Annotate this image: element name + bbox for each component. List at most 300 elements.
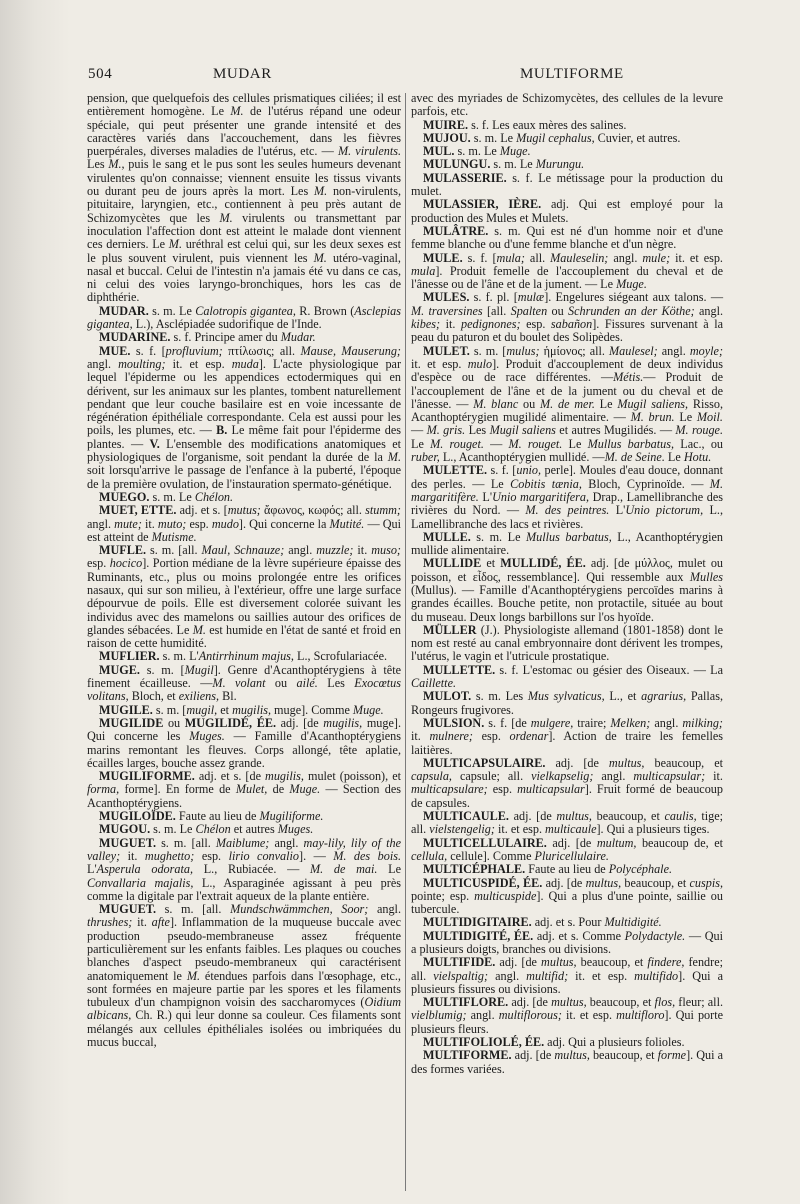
dictionary-entry: [87, 305, 401, 332]
italic-text: Maiblume;: [215, 835, 270, 850]
text-run: adj. [de: [495, 955, 542, 970]
italic-text: Murungu.: [535, 157, 585, 172]
continued-entry: [87, 92, 401, 305]
italic-text: M.: [168, 237, 182, 252]
text-run: forme]. En forme de: [119, 782, 236, 797]
page-number: 504: [88, 66, 113, 82]
italic-text: M. gris.: [426, 423, 466, 438]
headword: MULTIFOLIOLÉ, ÉE.: [423, 1035, 545, 1050]
italic-text: mula: [411, 263, 436, 278]
text-run: L': [609, 503, 626, 518]
text-run: Pallas, Rongeurs frugivores.: [411, 689, 723, 717]
text-run: L., Scrofulariacée.: [293, 649, 388, 664]
left-guide-word: MUDAR: [213, 66, 272, 82]
italic-text: M. virulents.: [337, 144, 401, 159]
dictionary-entry: [411, 664, 723, 691]
italic-text: vielkapselig;: [531, 769, 594, 784]
dictionary-entry: [411, 996, 723, 1036]
italic-text: cuspis,: [689, 875, 723, 890]
text-run: angl.: [694, 303, 724, 318]
text-run: s. f. [de: [484, 715, 531, 730]
italic-text: Schrunden an der Köthe;: [568, 303, 695, 318]
headword: MULE.: [423, 250, 463, 265]
headword: MUFLIER.: [99, 649, 160, 664]
text-run: s. m. Le: [150, 822, 196, 837]
italic-text: capsula,: [411, 769, 452, 784]
text-run: adj. Qui est employé pour la production des Mules et Mulets.: [411, 197, 723, 225]
italic-text: M.,: [108, 157, 125, 172]
dictionary-entry: [411, 863, 723, 876]
text-run: it. et esp.: [561, 1008, 617, 1023]
text-run: esp.: [194, 848, 229, 863]
italic-text: multus,: [541, 955, 577, 970]
headword: MUGILIFORME.: [99, 769, 195, 784]
text-run: angl.: [269, 835, 304, 850]
dictionary-entry: [411, 198, 723, 225]
text-run: Les: [87, 157, 109, 172]
text-run: fendre; all.: [411, 955, 724, 983]
text-run: —: [483, 436, 509, 451]
italic-text: Muges.: [189, 729, 225, 744]
italic-text: M. rouget.: [508, 436, 563, 451]
text-run: ]. Qui porte plusieurs fleurs.: [411, 1008, 723, 1036]
dictionary-entry: [87, 823, 401, 836]
italic-text: lirio convalio: [228, 848, 300, 863]
italic-text: Mulet,: [235, 782, 268, 797]
text-run: Faute au lieu de: [175, 809, 260, 824]
italic-text: ordenar: [509, 729, 549, 744]
italic-text: multicapsular: [517, 782, 585, 797]
italic-text: mulgere,: [530, 715, 574, 730]
text-run: utéro-vaginal, nasal et buccal. Celui de l'intestin n'a jamais été vu dans ce cas, ni celui des voies laryngo-bronchiques, hors les cas de diphthérie.: [87, 250, 401, 305]
italic-text: muda: [231, 356, 259, 371]
italic-text: Muge.: [499, 144, 531, 159]
italic-text: mughetto;: [144, 848, 195, 863]
italic-text: M. de mai.: [309, 862, 378, 877]
headword: MUEGO.: [99, 489, 150, 504]
italic-text: Caillette.: [411, 676, 457, 691]
text-run: ]. Action de traire les femelles laitières.: [411, 729, 723, 757]
italic-text: pedignones;: [460, 317, 521, 332]
text-run: it.: [120, 848, 145, 863]
headword: MULETTE.: [423, 463, 487, 478]
italic-text: multus,: [585, 875, 622, 890]
italic-text: multifido: [634, 968, 679, 983]
dictionary-entry: [411, 837, 723, 864]
text-run: ou: [265, 676, 297, 691]
bold-text: B.: [216, 423, 228, 438]
italic-text: Mugil cephalus,: [516, 130, 595, 145]
italic-text: M. blanc: [473, 396, 519, 411]
text-run: s. f. Le métissage pour la production du mulet.: [411, 170, 723, 199]
headword: MUL.: [423, 144, 455, 159]
dictionary-entry: [411, 145, 723, 158]
text-run: it.: [705, 769, 723, 784]
italic-text: multicuspide: [474, 888, 537, 903]
text-run: angl.: [87, 356, 119, 371]
italic-text: M.: [313, 250, 327, 265]
italic-text: multus,: [554, 1048, 590, 1063]
text-run: angl.: [488, 968, 527, 983]
italic-text: mule;: [642, 250, 671, 265]
text-run: angl.: [608, 250, 643, 265]
headword: MULTIFORME.: [423, 1048, 512, 1063]
text-run: beaucoup, et: [589, 1048, 658, 1063]
text-run: L., Rubiacée. —: [193, 862, 310, 877]
dictionary-entry: [87, 903, 401, 1049]
text-run: Bl.: [219, 689, 237, 704]
italic-text: Muges.: [277, 822, 314, 837]
dictionary-entry: [87, 345, 401, 491]
text-run: et autres: [230, 822, 278, 837]
italic-text: moulting;: [118, 356, 166, 371]
dictionary-entry: [87, 704, 401, 717]
right-guide-word: MULTIFORME: [520, 66, 624, 82]
headword: MULTIFIDE.: [423, 955, 496, 970]
text-run: Le: [664, 450, 684, 465]
headword: MUET, ETTE.: [99, 503, 177, 518]
text-run: ]. Qui a des formes variées.: [411, 1048, 724, 1076]
italic-text: mugil,: [186, 702, 218, 717]
dictionary-entry: [411, 158, 723, 171]
headword: MUFLE.: [99, 543, 147, 558]
italic-text: profluvium;: [165, 343, 223, 358]
text-run: ]. Fissures survenant à la peau du paturon et du boulet des Solipèdes.: [411, 317, 723, 345]
text-run: mulet (poisson), et: [303, 769, 401, 784]
text-run: angl.: [650, 715, 683, 730]
italic-text: M. rouge.: [675, 423, 724, 438]
italic-text: agrarius,: [641, 689, 687, 704]
dictionary-entry: [87, 837, 401, 903]
italic-text: multus,: [556, 809, 592, 824]
italic-text: Cobitis tænia,: [510, 476, 582, 491]
italic-text: Mulles: [689, 569, 723, 584]
text-run: Le: [674, 410, 697, 425]
dictionary-entry: [411, 757, 723, 810]
italic-text: M.: [192, 622, 206, 637]
italic-text: mulnere;: [429, 729, 473, 744]
text-run: angl.: [284, 543, 317, 558]
italic-text: caulis,: [664, 809, 697, 824]
text-run: L': [87, 862, 97, 877]
italic-text: muzzle;: [316, 543, 354, 558]
dictionary-entry: [87, 810, 401, 823]
text-run: adj. [de: [511, 1048, 555, 1063]
dictionary-entry: [411, 1049, 723, 1076]
italic-text: M.: [230, 104, 244, 119]
bold-text: MULLIDÉ, ÉE.: [500, 556, 586, 571]
text-run: ]. L'acte physiologique par lequel l'épiderme ou les appendices ectodermiques qui en dérivent, sur les animaux sur les plantes, tombent naturellement pendant que leur couche basilaire est en voie incessante de régénération épithéliale correspondante. Cela est aussi pour les poils, les plumes, etc. —: [87, 356, 402, 438]
italic-text: M. des peintres.: [525, 503, 610, 518]
text-run: s. m. [all.: [156, 835, 216, 850]
text-run: avec des myriades de Schizomycètes, des cellules de la levure parfois, etc.: [411, 91, 723, 119]
column-divider: [405, 93, 406, 1191]
text-run: esp.: [472, 729, 510, 744]
italic-text: Mudar.: [280, 330, 316, 345]
italic-text: Polydactyle.: [624, 928, 686, 943]
headword: MUE.: [99, 343, 131, 358]
italic-text: may-lily, lily of the valley;: [87, 835, 401, 863]
text-run: Le: [562, 436, 588, 451]
dictionary-entry: [411, 717, 723, 757]
italic-text: Chélon: [195, 822, 231, 837]
text-run: ]. Produit d'accouplement de deux individus d'espèce ou de race différentes. —: [411, 356, 723, 385]
text-run: adj. [de: [508, 809, 557, 824]
text-run: soit lorsqu'arrive le passage de l'enfance à la puberté, l'époque de la première ovulation, de l'instauration spermato-génétique.: [87, 463, 401, 491]
dictionary-entry: [87, 504, 401, 544]
dictionary-entry: [411, 345, 723, 465]
headword: MULASSIER, IÈRE.: [423, 197, 542, 212]
text-run: s. m. [: [152, 702, 187, 717]
text-run: adj. [de: [508, 995, 552, 1010]
text-run: esp.: [87, 556, 110, 571]
italic-text: hocico: [109, 556, 143, 571]
text-run: Lac., ou: [674, 436, 724, 451]
text-run: it. et esp.: [411, 356, 468, 371]
text-run: beaucoup, et: [576, 955, 648, 970]
text-run: s. m. Le: [148, 303, 196, 318]
text-run: étendues parfois dans l'œsophage, etc., sont formées en majeure partie par les spores et les filaments tubuleux d'un champignon voisin des saccharomyces (: [87, 968, 401, 1010]
text-run: s. m. Le: [149, 489, 195, 504]
text-run: adj. et s. [: [176, 503, 228, 518]
text-run: — Famille d'Acanthoptérygiens marins remontant les fleuves. Corps allongé, tête aplatie, écailles larges, bouche assez grande.: [87, 729, 401, 770]
text-run: ]. Fruit formé de beaucoup de capsules.: [411, 782, 723, 810]
dictionary-entry: [87, 650, 401, 663]
italic-text: mugilis,: [265, 769, 304, 784]
text-run: s. m. Le: [454, 144, 500, 159]
text-run: s. m. [all.: [146, 543, 202, 558]
italic-text: mulo: [467, 356, 493, 371]
text-run: ]. Portion médiane de la lèvre supérieure épaisse des Ruminants, etc., plus ou moins prolongée entre les orifices nasaux, qui sur son milieu, à l'extérieur, offre une large surface dépourvue de poils. Elle est diversement colorée suivant les individus avec des mamelons ou saillies autour des orifices de glandes sébacées. Le: [87, 556, 401, 637]
italic-text: Mundschwämmchen, Soor;: [230, 902, 369, 917]
italic-text: Métis.: [613, 370, 644, 385]
italic-text: Mutité.: [329, 516, 365, 531]
headword: MULTICUSPIDÉ, ÉE.: [423, 875, 543, 890]
italic-text: Mauleselin;: [550, 250, 609, 265]
italic-text: mudo: [211, 516, 239, 531]
italic-text: exiliens,: [178, 689, 220, 704]
headword: MULÂTRE.: [423, 223, 489, 238]
italic-text: Spalten: [510, 303, 548, 318]
italic-text: Unio pictorum,: [625, 503, 704, 518]
text-run: [all.: [482, 303, 511, 318]
headword: MUDARINE.: [99, 330, 171, 345]
text-run: Les: [317, 676, 355, 691]
dictionary-entry: [87, 544, 401, 650]
italic-text: M. margaritifère.: [411, 476, 723, 504]
text-run: s. m. Les: [471, 689, 528, 704]
italic-text: ruber,: [411, 450, 440, 465]
headword: MULOT.: [423, 689, 472, 704]
text-run: all.: [524, 250, 551, 265]
italic-text: M. brun.: [630, 410, 675, 425]
text-run: L., Acanthoptérygien mullidé. —: [439, 450, 605, 465]
dictionary-entry: [411, 810, 723, 837]
italic-text: Mugiliforme.: [259, 809, 324, 824]
text-run: ou: [547, 303, 568, 318]
text-run: beaucoup, et: [591, 809, 665, 824]
text-run: de l'utérus répand une odeur spéciale, qui peut présenter une grande intensité et des caractères variés dans l'accouchement, dans les fièvres puerpérales, diverses maladies de l'utérus, etc. —: [87, 104, 401, 159]
text-run: angl.: [87, 516, 115, 531]
italic-text: Asperula odorata,: [96, 862, 194, 877]
text-run: s. m. Qui est né d'un homme noir et d'une femme blanche ou d'une femme blanche et d'un nègre.: [411, 223, 723, 252]
text-run: angl.: [368, 902, 401, 917]
text-run: L., et: [604, 689, 642, 704]
text-run: Ch. R.) qui leur donne sa couleur. Ces filaments sont mélangés aux cellules épithéliales isolées ou imbriquées du mucus buccal,: [87, 1008, 401, 1050]
italic-text: Melken;: [610, 715, 651, 730]
italic-text: Maulesel;: [608, 343, 658, 358]
italic-text: Muge.: [352, 702, 384, 717]
dictionary-entry: [411, 956, 723, 996]
italic-text: multicaule: [545, 822, 597, 837]
italic-text: mulus;: [506, 343, 540, 358]
italic-text: M. de Seine.: [604, 450, 665, 465]
dictionary-entry: [411, 624, 723, 664]
text-run: adj. [de: [546, 835, 597, 850]
text-run: s. f. pl. [: [469, 290, 518, 305]
text-run: s. m. L': [159, 649, 199, 664]
italic-text: mugilis,: [323, 715, 363, 730]
italic-text: multifloro: [616, 1008, 665, 1023]
text-run: s. m. Le: [490, 157, 536, 172]
text-run: s. m. [: [469, 343, 507, 358]
dictionary-entry: [87, 331, 401, 344]
text-run: R. Brown (: [295, 303, 355, 318]
italic-text: Exocœtus volitans,: [87, 676, 401, 704]
text-run: s. f. Principe amer du: [170, 330, 281, 345]
italic-text: M. des bois.: [333, 848, 401, 863]
bold-text: MUGILIDÉ, ÉE.: [184, 715, 276, 730]
headword: MULASSERIE.: [423, 170, 507, 185]
headword: MUGOU.: [99, 822, 151, 837]
headword: MULTICAPSULAIRE.: [423, 755, 546, 770]
italic-text: forme: [657, 1048, 687, 1063]
italic-text: Oidium albicans,: [87, 995, 401, 1023]
italic-text: M. traversines: [411, 303, 483, 318]
left-column: [87, 92, 401, 1049]
text-run: et autres Mugilidés. —: [555, 423, 676, 438]
text-run: ]. Qui a plusieurs tiges.: [596, 822, 710, 837]
text-run: adj. [de: [542, 875, 586, 890]
italic-text: sabañon: [550, 317, 593, 332]
italic-text: muso;: [371, 543, 401, 558]
italic-text: Antirrhinum majus,: [198, 649, 294, 664]
text-run: L'ensemble des modifications anatomiques et physiologiques de l'organisme, soit pendant la durée de la: [87, 436, 401, 465]
dictionary-entry: [411, 172, 723, 199]
text-run: puis le sang et le pus sont les seules humeurs devenant virulentes qu'on connaisse; viennent ensuite les tissus vivants ou durant peu de jours après la mort. Les: [87, 157, 401, 199]
headword: MUJOU.: [423, 130, 471, 145]
italic-text: Asclepias gigantea,: [87, 303, 401, 332]
text-run: Le même fait pour l'épiderme des plantes. —: [87, 423, 401, 451]
italic-text: M. de mer.: [540, 396, 595, 411]
dictionary-entry: [411, 916, 723, 929]
text-run: angl.: [593, 769, 634, 784]
text-run: fleur; all.: [675, 995, 723, 1010]
dictionary-entry: [411, 557, 723, 623]
headword: MUDAR.: [99, 303, 149, 318]
text-run: ]. Qui a plus d'une pointe, saillie ou tubercule.: [411, 888, 723, 917]
text-run: uréthral est celui qui, sur les deux sexes est le plus souvent virulent, puis viennent les: [87, 237, 401, 265]
italic-text: Muge.: [616, 277, 647, 292]
headword: MUGE.: [99, 662, 140, 677]
italic-text: moyle;: [689, 343, 724, 358]
italic-text: vielblumig;: [411, 1008, 467, 1023]
text-run: et: [481, 556, 501, 571]
italic-text: M.: [387, 450, 401, 465]
text-run: pension, que quelquefois des cellules prismatiques ciliées; il est entièrement homogène. Le: [87, 91, 401, 119]
text-run: adj. [de: [276, 715, 324, 730]
text-run: angl.: [657, 343, 690, 358]
headword: MULLETTE.: [423, 662, 496, 677]
text-run: ]. —: [299, 848, 334, 863]
italic-text: multifid;: [526, 968, 569, 983]
dictionary-entry: [411, 132, 723, 145]
dictionary-entry: [411, 291, 723, 344]
text-run: ou: [518, 396, 540, 411]
italic-text: afte: [151, 915, 170, 930]
text-run: Le: [411, 436, 431, 451]
text-run: beaucoup, et: [586, 995, 655, 1010]
headword: MULTIDIGITÉ, ÉE.: [423, 928, 534, 943]
italic-text: muto;: [157, 516, 187, 531]
italic-text: multiflorous;: [498, 1008, 562, 1023]
text-run: muge]. Comme: [271, 702, 353, 717]
text-run: beaucoup, et: [644, 755, 723, 770]
italic-text: Polycéphale.: [608, 862, 673, 877]
text-run: it.: [411, 729, 430, 744]
headword: MULSION.: [423, 715, 485, 730]
text-run: s. f. [: [130, 343, 166, 358]
italic-text: Mutisme.: [151, 529, 197, 544]
text-run: virulents ou transmettant par inoculation l'affection dont est atteint le malade dont viennent ces derniers. Le: [87, 210, 401, 252]
text-run: Faute au lieu de: [525, 862, 609, 877]
italic-text: ailé.: [296, 676, 318, 691]
dictionary-entry: [87, 717, 401, 770]
text-run: Les: [465, 423, 490, 438]
italic-text: vielspaltig;: [433, 968, 489, 983]
text-run: it.: [440, 317, 461, 332]
headword: MULUNGU.: [423, 157, 491, 172]
dictionary-entry: [87, 664, 401, 704]
text-run: perle]. Moules d'eau douce, donnant des perles. — Le: [411, 463, 723, 491]
italic-text: Mullus barbatus,: [587, 436, 675, 451]
text-run: Risso, Acanthoptérygien mugilidé alimentaire. —: [411, 396, 724, 425]
text-run: s. f. [: [462, 250, 497, 265]
text-run: s. m. Le: [470, 529, 527, 544]
text-run: s. m. Le: [470, 130, 517, 145]
text-run: — Qui a plusieurs doigts, branches ou divisions.: [411, 928, 724, 956]
text-run: πτίλωσις; all.: [222, 343, 301, 358]
dictionary-entry: [87, 770, 401, 810]
italic-text: Moil.: [696, 410, 723, 425]
headword: MUGILE.: [99, 702, 153, 717]
dictionary-entry: [411, 877, 723, 917]
italic-text: stumm;: [365, 503, 401, 518]
text-run: it. et esp.: [165, 356, 232, 371]
text-run: traire;: [573, 715, 611, 730]
italic-text: Hotu.: [683, 450, 712, 465]
italic-text: Mus sylvaticus,: [527, 689, 605, 704]
italic-text: unio,: [516, 463, 542, 478]
text-run: s. m. [all.: [156, 902, 231, 917]
headword: MULET.: [423, 343, 470, 358]
text-run: s. f. [: [487, 463, 517, 478]
italic-text: Mugil: [184, 662, 214, 677]
text-run: adj. et s. Comme: [533, 928, 625, 943]
text-run: s. m. [: [139, 662, 185, 677]
italic-text: forma,: [87, 782, 120, 797]
italic-text: mula;: [496, 250, 525, 265]
